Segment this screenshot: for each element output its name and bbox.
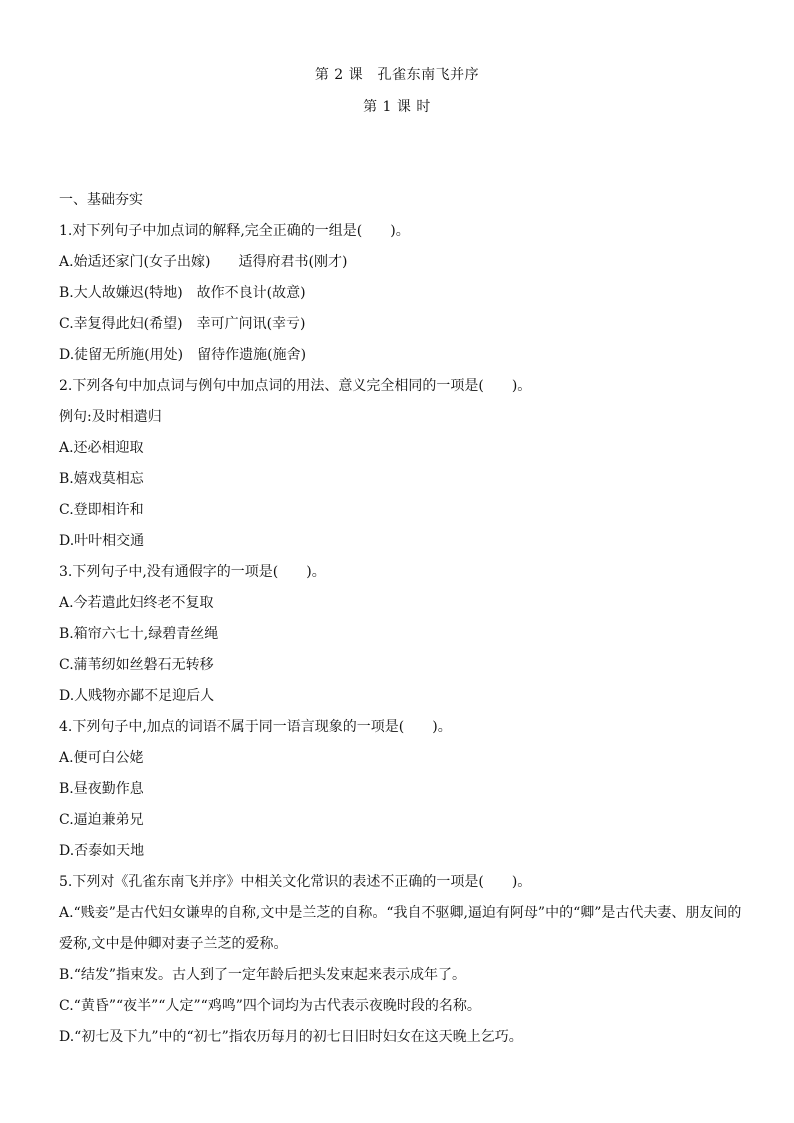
question-5-option-a: A.“贱妾”是古代妇女谦卑的自称,文中是兰芝的自称。“我自不驱卿,逼迫有阿母”中的“卿”是古代夫妻、朋友间的爱称,文中是仲卿对妻子兰芝的爱称。 — [59, 905, 742, 952]
option-text: 故作不良计(故意) — [196, 285, 306, 301]
question-1-option-a — [59, 247, 749, 278]
question-5-stem: 5.下列对《孔雀东南飞并序》中相关文化常识的表述不正确的一项是( )。 — [59, 874, 532, 890]
option-text: C.幸复得此妇(希望) — [59, 316, 183, 332]
period-title: 第 1 课 时 — [363, 99, 431, 115]
question-3-option-b: B.箱帘六七十,绿碧青丝绳 — [59, 626, 219, 642]
option-text: 留待作遗施(施舍) — [197, 347, 307, 363]
question-1-stem: 1.对下列句子中加点词的解释,完全正确的一组是( )。 — [59, 223, 410, 239]
question-2-option-a: A.还必相迎取 — [59, 440, 144, 456]
question-3-option-a: A.今若遣此妇终老不复取 — [59, 595, 214, 611]
question-4-option-c: C.逼迫兼弟兄 — [59, 812, 144, 828]
question-5-option-c: C.“黄昏”“夜半”“人定”“鸡鸣”四个词均为古代表示夜晚时段的名称。 — [59, 998, 481, 1014]
question-4-option-d: D.否泰如天地 — [59, 843, 145, 859]
option-text: D.徒留无所施(用处) — [59, 347, 184, 363]
option-text: A.始适还家门(女子出嫁) — [59, 254, 211, 270]
question-4-option-a: A.便可白公姥 — [59, 750, 144, 766]
question-3-option-c: C.蒲苇纫如丝磐石无转移 — [59, 657, 214, 673]
question-1-option-b — [59, 278, 749, 309]
option-text: 适得府君书(刚才) — [238, 254, 348, 270]
section-heading: 一、基础夯实 — [59, 192, 143, 208]
document-body — [59, 185, 749, 1053]
question-2-option-b: B.嬉戏莫相忘 — [59, 471, 144, 487]
question-2-option-d: D.叶叶相交通 — [59, 533, 145, 549]
question-4-option-b: B.昼夜勤作息 — [59, 781, 144, 797]
question-1-option-d — [59, 340, 749, 371]
option-text: B.大人故嫌迟(特地) — [59, 285, 183, 301]
lesson-title: 第 2 课 孔雀东南飞并序 — [314, 67, 480, 83]
question-3-stem: 3.下列句子中,没有通假字的一项是( )。 — [59, 564, 326, 580]
question-1-option-c — [59, 309, 749, 340]
question-4-stem: 4.下列句子中,加点的词语不属于同一语言现象的一项是( )。 — [59, 719, 452, 735]
question-3-option-d: D.人贱物亦鄙不足迎后人 — [59, 688, 215, 704]
question-2-stem: 2.下列各句中加点词与例句中加点词的用法、意义完全相同的一项是( )。 — [59, 378, 532, 394]
question-5-option-b: B.“结发”指束发。古人到了一定年龄后把头发束起来表示成年了。 — [59, 967, 467, 983]
question-5-option-d: D.“初七及下九”中的“初七”指农历每月的初七日旧时妇女在这天晚上乞巧。 — [59, 1029, 523, 1045]
question-2-example: 例句:及时相遣归 — [59, 409, 162, 425]
option-text: 幸可广问讯(幸亏) — [196, 316, 306, 332]
question-2-option-c: C.登即相许和 — [59, 502, 144, 518]
